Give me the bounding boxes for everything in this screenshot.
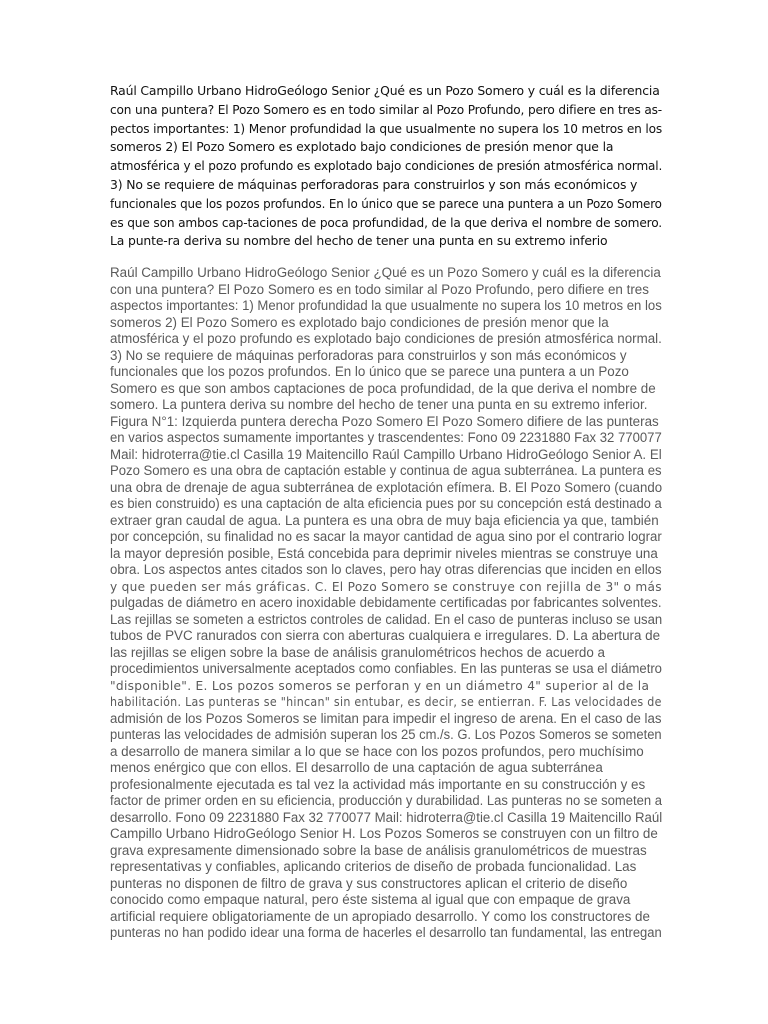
heading-line: 3) No se requiere de máquinas perforadoras para construirlos y son más económicos y: [110, 176, 638, 192]
body-line: Raúl Campillo Urbano HidroGeólogo Senior ¿Qué es un Pozo Somero y cuál es la diferencia: [110, 265, 661, 280]
heading-line: someros 2) El Pozo Somero es explotado bajo condiciones de presión menor que la: [110, 139, 614, 155]
body-line: habilitación. Las punteras se "hincan" sin entubar, es decir, se entierran. F. Las velocidades de: [110, 695, 662, 709]
body-line: y que pueden ser más gráficas. C. El Pozo Somero se construye con rejilla de 3" o más: [110, 579, 662, 594]
body-line: con una puntera? El Pozo Somero es en todo similar al Pozo Profundo, pero difiere en tres: [110, 281, 649, 297]
body-line: grava expresamente dimensionado sobre la base de análisis granulométricos de muestras: [110, 842, 647, 858]
body-line: conocido como empaque natural, pero éste sistema al igual que con empaque de grava: [110, 892, 631, 907]
body-line: punteras no han podido idear una forma de hacerles el desarrollo tan fundamental, las entregan: [110, 925, 662, 940]
body-line: artificial requiere obligatoriamente de un apropiado desarrollo. Y como los constructores de: [110, 908, 650, 924]
body-line: punteras las velocidades de admisión superan los 25 cm./s. G. Los Pozos Someros se someten: [110, 727, 662, 742]
body-line: someros 2) El Pozo Somero es explotado bajo condiciones de presión menor que la: [110, 314, 609, 330]
body-line: Somero es que son ambos captaciones de poca profundidad, de la que deriva el nombre de: [110, 380, 656, 396]
body-line: Las rejillas se someten a estrictos controles de calidad. En el caso de punteras incluso se usan: [110, 611, 663, 627]
body-line: procedimientos universalmente aceptados como confiables. En las punteras se usa el diámetro: [110, 661, 662, 676]
bold-summary-paragraph: [110, 82, 663, 251]
body-line: obra. Los aspectos antes citados son lo claves, pero hay otras diferencias que inciden en ellos: [110, 562, 662, 577]
body-line: extraer gran caudal de agua. La puntera es una obra de muy baja eficiencia ya que, también: [110, 512, 659, 528]
body-line: por concepción, su finalidad no es sacar la mayor cantidad de agua sino por el contrario lograr: [110, 529, 662, 544]
body-line: punteras no disponen de filtro de grava y sus constructores aplican el criterio de diseño: [110, 875, 628, 891]
body-line: menos enérgico que con ellos. El desarrollo de una captación de agua subterránea: [110, 760, 603, 775]
body-line: admisión de los Pozos Someros se limitan para impedir el ingreso de arena. En el caso de las: [110, 710, 662, 726]
body-line: representativas y confiables, aplicando criterios de diseño de probada funcionalidad. Las: [110, 859, 637, 874]
heading-line: pectos importantes: 1) Menor profundidad la que usualmente no supera los 10 metros en los: [110, 120, 663, 136]
body-line: Campillo Urbano HidroGeólogo Senior H. Los Pozos Someros se construyen con un filtro de: [110, 826, 658, 841]
body-line: pulgadas de diámetro en acero inoxidable debidamente certificadas por fabricantes solventes.: [110, 595, 662, 610]
body-line: 3) No se requiere de máquinas perforadoras para construirlos y son más económicos y: [110, 347, 627, 363]
body-line: una obra de drenaje de agua subterránea de explotación efímera. B. El Pozo Somero (cuando: [110, 479, 663, 495]
body-line: tubos de PVC ranurados con sierra con aberturas cualquiera e irregulares. D. La abertura de: [110, 628, 661, 643]
body-line: en varios aspectos sumamente importantes y trascendentes: Fono 09 2231880 Fax 32 770077: [110, 430, 662, 445]
extracted-text-paragraph: [110, 265, 662, 942]
body-line: profesionalmente ejecutada es tal vez la actividad más importante en su construcción y es: [110, 776, 646, 792]
body-line: aspectos importantes: 1) Menor profundidad la que usualmente no supera los 10 metros en los: [110, 298, 662, 313]
body-line: somero. La puntera deriva su nombre del hecho de tener una punta en su extremo inferior.: [110, 397, 648, 412]
body-line: desarrollo. Fono 09 2231880 Fax 32 770077 Mail: hidroterra@tie.cl Casilla 19 Maitencillo Raúl: [110, 809, 663, 825]
body-line: atmosférica y el pozo profundo es explotado bajo condiciones de presión atmosférica normal.: [110, 331, 662, 346]
body-line: las rejillas se eligen sobre la base de análisis granulométricos hechos de acuerdo a: [110, 644, 605, 660]
body-line: es bien construido) es una captación de alta eficiencia pues por su concepción está destinado a: [110, 496, 662, 511]
body-line: "disponible". E. Los pozos someros se perforan y en un diámetro 4" superior al de la: [110, 678, 650, 693]
heading-line: Raúl Campillo Urbano HidroGeólogo Senior ¿Qué es un Pozo Somero y cuál es la diferencia: [110, 83, 660, 98]
body-line: la mayor depresión posible, Está concebida para deprimir niveles mientras se construye una: [110, 545, 658, 561]
body-line: a desarrollo de manera similar a lo que se hace con los pozos profundos, pero muchísimo: [110, 743, 644, 759]
body-line: factor de primer orden en su eficiencia, producción y durabilidad. Las punteras no se someten a: [110, 793, 662, 808]
body-line: funcionales que los pozos profundos. En lo único que se parece una puntera a un Pozo: [110, 364, 629, 379]
heading-line: atmosférica y el pozo profundo es explotado bajo condiciones de presión atmosférica normal.: [110, 158, 663, 174]
body-line: Pozo Somero es una obra de captación estable y continua de agua subterránea. La puntera es: [110, 463, 662, 478]
heading-line: La punte-ra deriva su nombre del hecho de tener una punta en su extremo inferio: [110, 233, 608, 249]
heading-line: funcionales que los pozos profundos. En lo único que se parece una puntera a un Pozo Somero: [110, 195, 662, 211]
heading-line: es que son ambos cap-taciones de poca profundidad, de la que deriva el nombre de somero.: [110, 214, 663, 230]
body-line: Mail: hidroterra@tie.cl Casilla 19 Maitencillo Raúl Campillo Urbano HidroGeólogo Senior A. El: [110, 446, 662, 462]
heading-line: con una puntera? El Pozo Somero es en todo similar al Pozo Profundo, pero difiere en tres as-: [110, 101, 663, 117]
body-line: Figura N°1: Izquierda puntera derecha Pozo Somero El Pozo Somero difiere de las punteras: [110, 413, 659, 429]
